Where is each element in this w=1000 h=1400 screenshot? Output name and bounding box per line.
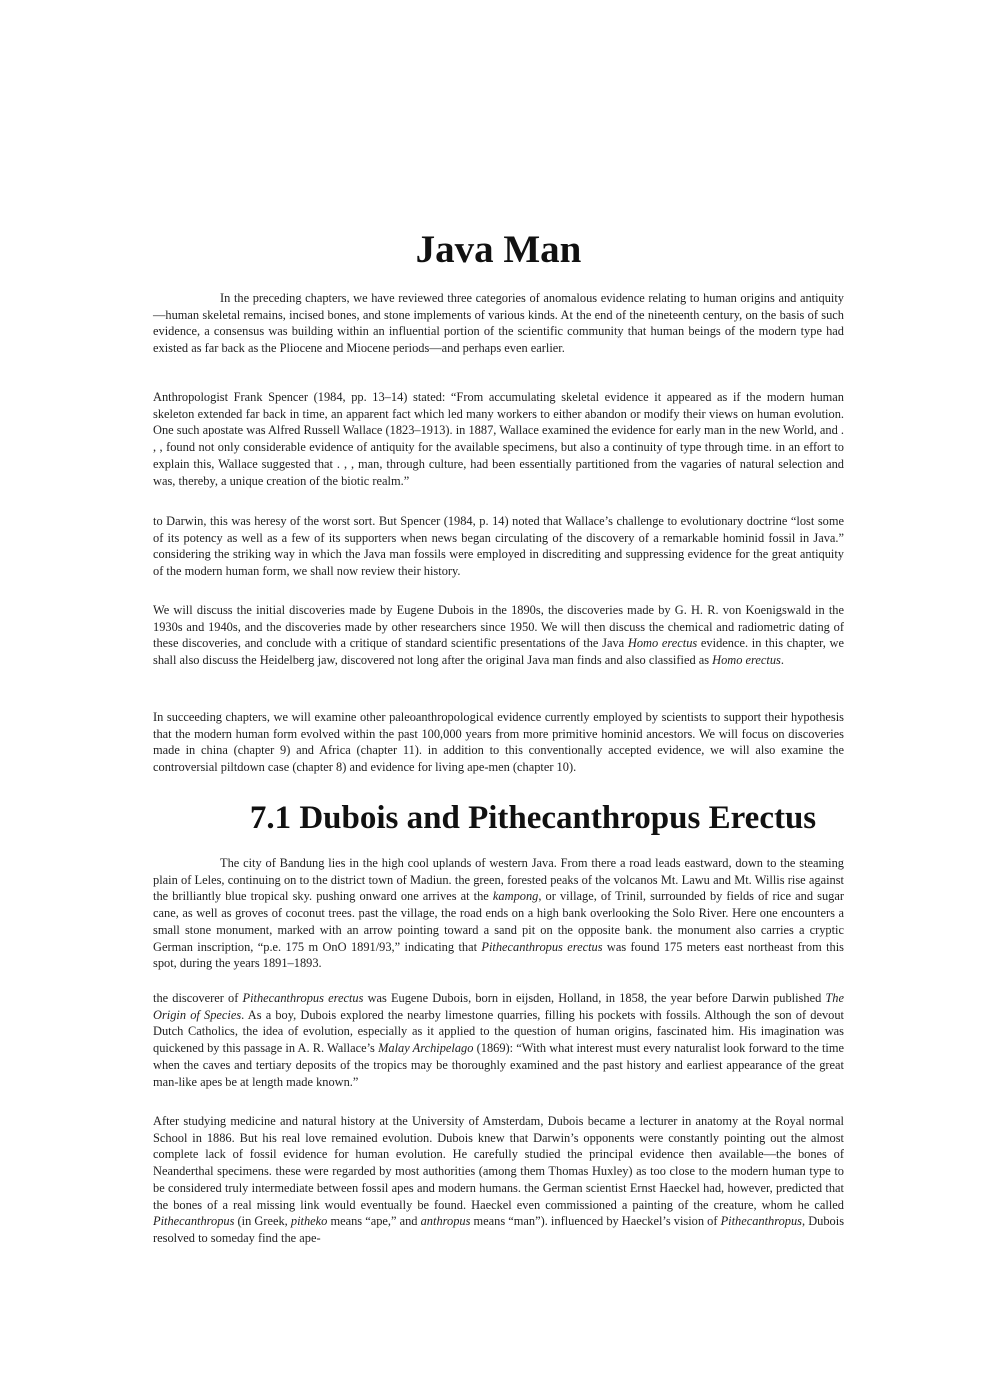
- intro-paragraph-5: In succeeding chapters, we will examine other paleoanthropological evidence currently employed by scientists to support their hypothesis that the modern human form evolved within the past 100,000 years from more primitive hominid ancestors. We will focus on discoveries made in china (chapter 9) and Africa (chapter 11). in addition to this conventionally accepted evidence, we will also examine the controversial piltdown case (chapter 8) and evidence for living ape-men (chapter 10).: [153, 710, 844, 775]
- section-paragraph-1: The city of Bandung lies in the high cool uplands of western Java. From there a road leads eastward, down to the steaming plain of Leles, continuing on to the district town of Madiun. the green, forested peaks of the volcanos Mt. Lawu and Mt. Willis rise against the brilliantly blue tropical sky. pushing onward one arrives at the kampong, or village, of Trinil, surrounded by fields of rice and sugar cane, as well as groves of coconut trees. past the village, the road ends on a high bank overlooking the Solo River. Here one encounters a small stone monument, marked with an arrow pointing toward a sand pit on the opposite bank. the monument also carries a cryptic German inscription, “p.e. 175 m OnO 1891/93,” indicating that Pithecanthropus erectus was found 175 meters east northeast from this spot, during the years 1891–1893.: [153, 856, 844, 971]
- section-heading: 7.1 Dubois and Pithecanthropus Erectus: [249, 800, 817, 836]
- italic-text: anthropus: [420, 1214, 471, 1229]
- italic-text: Pithecanthropus erectus: [242, 991, 364, 1005]
- italic-text: kampong: [492, 889, 539, 904]
- italic-text: Homo erectus: [712, 653, 781, 668]
- italic-text: Malay Archipelago: [378, 1041, 474, 1056]
- italic-text: Pithecanthropus erectus: [481, 939, 603, 954]
- intro-paragraph-3: to Darwin, this was heresy of the worst sort. But Spencer (1984, p. 14) noted that Wallace’s challenge to evolutionary doctrine “lost some of its potency as well as a few of its supporters when news began circulating of the discovery of a remarkable hominid fossil in Java.” considering the striking way in which the Java man fossils were employed in discrediting and suppressing evidence for the great antiquity of the modern human form, we shall now review their history.: [153, 514, 844, 579]
- chapter-title: Java Man: [415, 228, 582, 271]
- italic-text: The Origin of Species: [153, 991, 844, 1022]
- intro-paragraph-4: We will discuss the initial discoveries made by Eugene Dubois in the 1890s, the discoveries made by G. H. R. von Koenigswald in the 1930s and 1940s, and the discoveries made by other researchers since 1950. We will then discuss the chemical and radiometric dating of these discoveries, and conclude with a critique of standard scientific presentations of the Java Homo erectus evidence. in this chapter, we shall also discuss the Heidelberg jaw, discovered not long after the original Java man finds and also classified as Homo erectus.: [153, 603, 844, 668]
- section-paragraph-3: After studying medicine and natural history at the University of Amsterdam, Dubois became a lecturer in anatomy at the Royal normal School in 1886. But his real love remained evolution. Dubois knew that Darwin’s opponents were constantly pointing out the almost complete lack of fossil evidence for human evolution. He carefully studied the principal evidence then available—the bones of Neanderthal specimens. these were regarded by most authorities (among them Thomas Huxley) as too close to the modern human type to be considered truly intermediate between fossil apes and modern humans. the German scientist Ernst Haeckel had, however, predicted that the bones of a real missing link would eventually be found. Haeckel even commissioned a painting of the creature, whom he called Pithecanthropus (in Greek, pitheko means “ape,” and anthropus means “man”). influenced by Haeckel’s vision of Pithecanthropus, Dubois resolved to someday find the ape-: [153, 1114, 845, 1245]
- italic-text: pitheko: [290, 1214, 328, 1229]
- italic-text: Homo erectus: [627, 636, 698, 651]
- intro-paragraph-1: In the preceding chapters, we have reviewed three categories of anomalous evidence relating to human origins and antiquity—human skeletal remains, incised bones, and stone implements of various kinds. At the end of the nineteenth century, on the basis of such evidence, a consensus was building within an influential portion of the scientific community that human beings of the modern type had existed as far back as the Pliocene and Miocene periods—and perhaps even earlier.: [153, 291, 844, 356]
- section-paragraph-2: the discoverer of Pithecanthropus erectus was Eugene Dubois, born in eijsden, Holland, in 1858, the year before Darwin published The Origin of Species. As a boy, Dubois explored the nearby limestone quarries, filling his pockets with fossils. Although the son of devout Dutch Catholics, the idea of evolution, especially as it applied to the question of human origins, fascinated him. His imagination was quickened by this passage in A. R. Wallace’s Malay Archipelago (1869): “With what interest must every naturalist look forward to the time when the caves and tertiary deposits of the tropics may be thoroughly examined and the past history and earliest appearance of the great man-like apes be at length made known.”: [153, 991, 845, 1089]
- italic-text: Pithecanthropus: [720, 1214, 803, 1229]
- italic-text: Pithecanthropus: [153, 1214, 235, 1229]
- intro-paragraph-2: Anthropologist Frank Spencer (1984, pp. 13–14) stated: “From accumulating skeletal evidence it appeared as if the modern human skeleton extended far back in time, an apparent fact which led many workers to either abandon or modify their views on human evolution. One such apostate was Alfred Russell Wallace (1823–1913). in 1887, Wallace examined the evidence for early man in the new World, and . , , found not only considerable evidence of antiquity for the available specimens, but also a continuity of type through time. in an effort to explain this, Wallace suggested that . , , man, through culture, had been essentially partitioned from the vagaries of natural selection and was, thereby, a unique creation of the biotic realm.”: [153, 390, 844, 488]
